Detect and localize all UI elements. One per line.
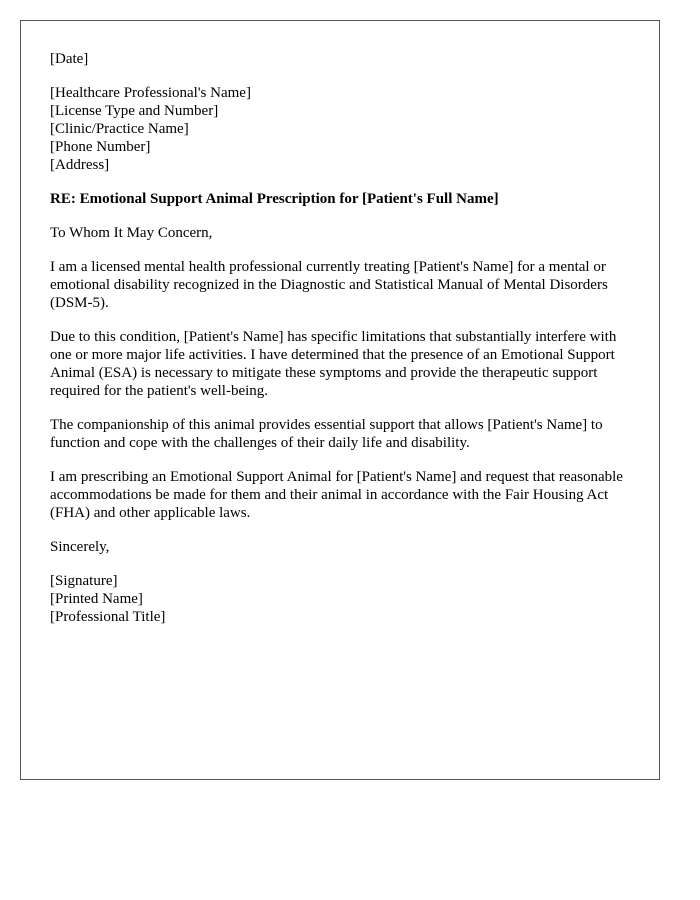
letter-date: [Date] bbox=[50, 51, 89, 67]
printed-name: [Printed Name] bbox=[50, 591, 143, 607]
paragraph-2: Due to this condition, [Patient's Name] has specific limitations that substantially interfere with one or more major life activities. I have determined that the presence of an Emotional Support Animal (ESA) is necessary to mitigate these symptoms and provide the therapeutic support required for the patient's well-being. bbox=[50, 329, 617, 399]
signature-block bbox=[50, 572, 640, 626]
letter-body bbox=[50, 50, 640, 642]
sender-name: [Healthcare Professional's Name] bbox=[50, 85, 251, 101]
paragraph-1: I am a licensed mental health professional currently treating [Patient's Name] for a mental or emotional disability recognized in the Diagnostic and Statistical Manual of Mental Disorders (DSM-5). bbox=[50, 259, 608, 311]
subject-line: RE: Emotional Support Animal Prescription for [Patient's Full Name] bbox=[50, 191, 499, 207]
date-block bbox=[50, 50, 640, 68]
salutation: To Whom It May Concern, bbox=[50, 225, 213, 241]
professional-title: [Professional Title] bbox=[50, 609, 166, 625]
paragraph-3: The companionship of this animal provides essential support that allows [Patient's Name] to function and cope with the challenges of their daily life and disability. bbox=[50, 417, 603, 451]
paragraph-4: I am prescribing an Emotional Support Animal for [Patient's Name] and request that reasonable accommodations be made for them and their animal in accordance with the Fair Housing Act (FHA) and other applicable laws. bbox=[50, 469, 623, 521]
closing: Sincerely, bbox=[50, 539, 110, 555]
sender-clinic: [Clinic/Practice Name] bbox=[50, 121, 189, 137]
sender-phone: [Phone Number] bbox=[50, 139, 151, 155]
sender-address: [Address] bbox=[50, 157, 110, 173]
signature-line: [Signature] bbox=[50, 573, 118, 589]
sender-license: [License Type and Number] bbox=[50, 103, 219, 119]
sender-block bbox=[50, 84, 640, 174]
letter-page bbox=[20, 20, 660, 780]
